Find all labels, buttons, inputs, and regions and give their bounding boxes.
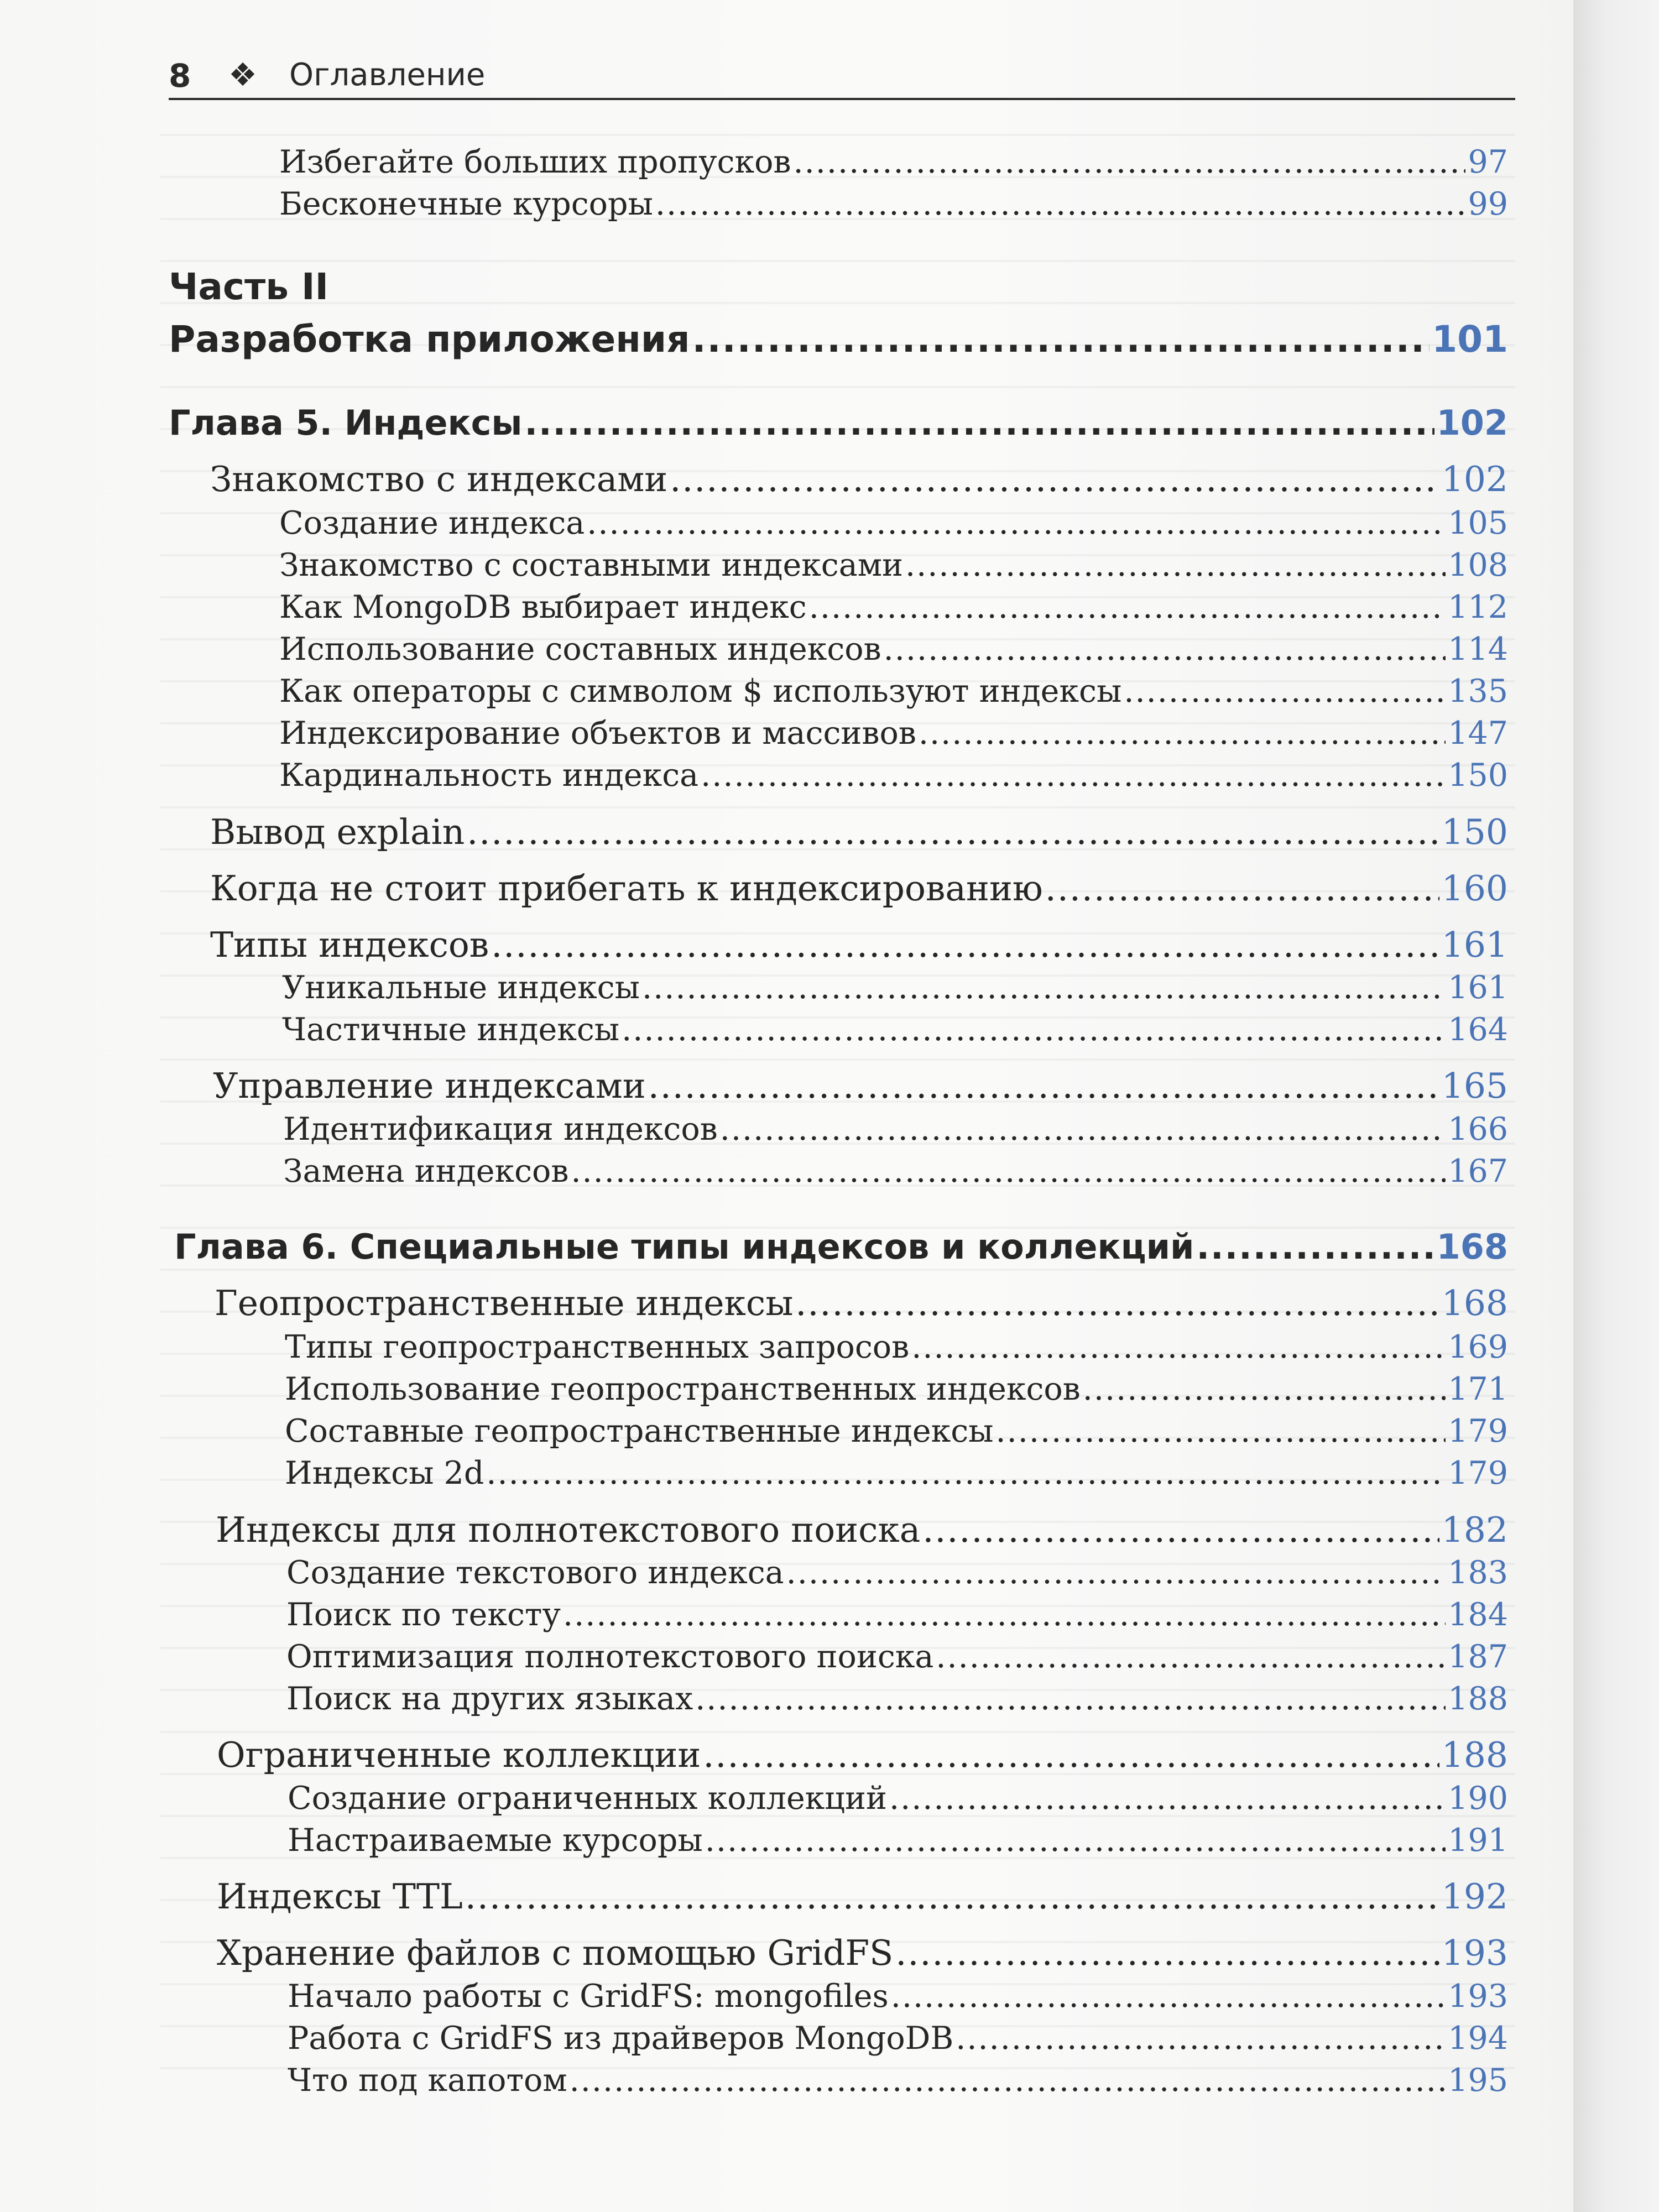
toc-entry bbox=[216, 1510, 1508, 1550]
toc-entry bbox=[279, 673, 1508, 709]
toc-entry-title: Индексы для полнотекстового поиска bbox=[216, 1510, 921, 1550]
toc-leader-dots bbox=[695, 1681, 1446, 1717]
toc-leader-dots bbox=[1083, 1371, 1446, 1407]
toc-entry-page: 184 bbox=[1448, 1597, 1508, 1633]
toc-chapter-entry bbox=[169, 403, 1508, 443]
toc-entry-page: 190 bbox=[1448, 1780, 1508, 1817]
toc-leader-dots bbox=[570, 2062, 1446, 2099]
toc-part-entry bbox=[169, 318, 1508, 361]
toc-entry-page: 182 bbox=[1441, 1510, 1508, 1550]
toc-entry-page: 114 bbox=[1448, 631, 1508, 667]
toc-entry-title: Как операторы с символом $ используют индексы bbox=[279, 673, 1122, 709]
toc-leader-dots bbox=[1196, 1227, 1434, 1267]
toc-entry bbox=[279, 505, 1508, 541]
toc-entry bbox=[210, 925, 1508, 965]
toc-entry-title: Глава 5. Индексы bbox=[169, 403, 523, 443]
toc-entry bbox=[279, 715, 1508, 752]
toc-entry bbox=[286, 1681, 1508, 1717]
toc-leader-dots bbox=[956, 2020, 1446, 2057]
toc-entry-page: 150 bbox=[1441, 812, 1508, 852]
toc-entry-page: 164 bbox=[1448, 1011, 1508, 1048]
toc-leader-dots bbox=[905, 547, 1446, 583]
toc-entry-title: Оптимизация полнотекстового поиска bbox=[286, 1639, 934, 1675]
toc-entry-title: Частичные индексы bbox=[282, 1011, 620, 1048]
toc-entry-title: Когда не стоит прибегать к индексированию bbox=[210, 868, 1043, 909]
toc-entry bbox=[283, 1153, 1508, 1190]
toc-leader-dots bbox=[922, 1510, 1439, 1550]
toc-entry bbox=[217, 1876, 1508, 1917]
toc-entry bbox=[279, 631, 1508, 667]
toc-entry bbox=[288, 2020, 1508, 2057]
toc-leader-dots bbox=[571, 1153, 1446, 1190]
toc-entry bbox=[285, 1329, 1508, 1365]
toc-leader-dots bbox=[793, 144, 1465, 180]
toc-leader-dots bbox=[795, 1283, 1439, 1323]
toc-leader-dots bbox=[642, 969, 1446, 1006]
toc-entry-page: 135 bbox=[1448, 673, 1508, 709]
toc-entry-title: Поиск по тексту bbox=[286, 1597, 561, 1633]
part-label: Часть II bbox=[169, 265, 329, 308]
toc-entry-page: 97 bbox=[1468, 144, 1508, 180]
toc-entry bbox=[282, 969, 1508, 1006]
toc-entry-title: Типы индексов bbox=[210, 925, 489, 965]
toc-entry-title: Использование геопространственных индексов bbox=[285, 1371, 1081, 1407]
toc-leader-dots bbox=[703, 1735, 1439, 1775]
toc-entry bbox=[283, 1111, 1508, 1147]
toc-entry bbox=[286, 1639, 1508, 1675]
toc-entry-page: 188 bbox=[1441, 1735, 1508, 1775]
toc-entry-page: 160 bbox=[1441, 868, 1508, 909]
toc-entry bbox=[286, 1597, 1508, 1633]
toc-leader-dots bbox=[1045, 868, 1439, 909]
toc-leader-dots bbox=[919, 715, 1446, 752]
toc-entry bbox=[210, 868, 1508, 909]
toc-entry-title: Составные геопространственные индексы bbox=[285, 1413, 994, 1449]
toc-entry bbox=[288, 1978, 1508, 2015]
toc-entry-page: 150 bbox=[1448, 757, 1508, 794]
toc-entry-title: Создание индекса bbox=[279, 505, 585, 541]
toc-entry-page: 102 bbox=[1441, 459, 1508, 499]
toc-leader-dots bbox=[648, 1066, 1439, 1106]
toc-leader-dots bbox=[587, 505, 1446, 541]
toc-entry-title: Использование составных индексов bbox=[279, 631, 881, 667]
toc-leader-dots bbox=[692, 318, 1430, 361]
toc-entry-page: 168 bbox=[1441, 1283, 1508, 1323]
running-head-title: Оглавление bbox=[289, 57, 486, 93]
toc-entry bbox=[279, 589, 1508, 625]
toc-entry bbox=[279, 144, 1508, 180]
toc-leader-dots bbox=[655, 186, 1466, 222]
toc-entry-page: 169 bbox=[1448, 1329, 1508, 1365]
toc-leader-dots bbox=[622, 1011, 1446, 1048]
toc-entry-title: Вывод explain bbox=[210, 812, 465, 852]
toc-leader-dots bbox=[809, 589, 1446, 625]
toc-entry-title: Хранение файлов с помощью GridFS bbox=[217, 1933, 894, 1973]
toc-leader-dots bbox=[465, 1876, 1439, 1917]
toc-entry-title: Индексы 2d bbox=[285, 1455, 484, 1491]
toc-entry-page: 193 bbox=[1448, 1978, 1508, 2015]
toc-leader-dots bbox=[491, 925, 1439, 965]
toc-entry-page: 147 bbox=[1448, 715, 1508, 752]
toc-chapter-entry bbox=[174, 1227, 1508, 1267]
toc-entry-page: 193 bbox=[1441, 1933, 1508, 1973]
toc-entry-title: Индексирование объектов и массивов bbox=[279, 715, 916, 752]
toc-entry bbox=[210, 812, 1508, 852]
toc-entry-title: Бесконечные курсоры bbox=[279, 186, 653, 222]
toc-entry-title: Поиск на других языках bbox=[286, 1681, 693, 1717]
page-edge-shadow bbox=[1573, 0, 1659, 2212]
toc-entry-title: Избегайте больших пропусков bbox=[279, 144, 791, 180]
toc-entry-title: Создание текстового индекса bbox=[286, 1554, 784, 1591]
toc-entry-title: Начало работы с GridFS: mongofiles bbox=[288, 1978, 889, 2015]
part-title: Разработка приложения bbox=[169, 318, 690, 361]
toc-entry bbox=[217, 1735, 1508, 1775]
toc-entry-page: 188 bbox=[1448, 1681, 1508, 1717]
toc-entry-page: 105 bbox=[1448, 505, 1508, 541]
toc-entry-title: Что под капотом bbox=[288, 2062, 567, 2099]
toc-leader-dots bbox=[911, 1329, 1446, 1365]
toc-entry-page: 165 bbox=[1441, 1066, 1508, 1106]
toc-entry bbox=[286, 1554, 1508, 1591]
toc-entry-page: 187 bbox=[1448, 1639, 1508, 1675]
toc-entry-page: 168 bbox=[1436, 1227, 1508, 1267]
toc-entry-title: Знакомство с индексами bbox=[210, 459, 668, 499]
toc-leader-dots bbox=[1124, 673, 1446, 709]
toc-entry-page: 179 bbox=[1448, 1413, 1508, 1449]
toc-entry-title: Замена индексов bbox=[283, 1153, 569, 1190]
toc-entry bbox=[288, 2062, 1508, 2099]
toc-entry bbox=[279, 186, 1508, 222]
toc-entry-title: Уникальные индексы bbox=[282, 969, 640, 1006]
toc-leader-dots bbox=[563, 1597, 1446, 1633]
toc-entry bbox=[285, 1413, 1508, 1449]
toc-entry-page: 161 bbox=[1441, 925, 1508, 965]
toc-entry-page: 171 bbox=[1448, 1371, 1508, 1407]
toc-entry bbox=[210, 459, 1508, 499]
toc-leader-dots bbox=[895, 1933, 1439, 1973]
ornament-icon: ❖ bbox=[228, 56, 257, 93]
toc-entry-page: 179 bbox=[1448, 1455, 1508, 1491]
toc-entry bbox=[285, 1455, 1508, 1491]
toc-entry-page: 195 bbox=[1448, 2062, 1508, 2099]
toc-entry-page: 101 bbox=[1432, 318, 1508, 361]
toc-entry-page: 183 bbox=[1448, 1554, 1508, 1591]
toc-entry-title: Индексы TTL bbox=[217, 1876, 463, 1917]
toc-entry-page: 102 bbox=[1436, 403, 1508, 443]
toc-entry-title: Настраиваемые курсоры bbox=[288, 1822, 703, 1859]
toc-entry-title: Кардинальность индекса bbox=[279, 757, 699, 794]
toc-leader-dots bbox=[786, 1554, 1446, 1591]
toc-entry bbox=[215, 1283, 1508, 1323]
toc-leader-dots bbox=[889, 1780, 1446, 1817]
toc-leader-dots bbox=[701, 757, 1446, 794]
toc-entry bbox=[288, 1822, 1508, 1859]
toc-entry-page: 99 bbox=[1468, 186, 1508, 222]
toc-entry-title: Идентификация индексов bbox=[283, 1111, 718, 1147]
toc-entry-title: Знакомство с составными индексами bbox=[279, 547, 904, 583]
toc-entry-page: 166 bbox=[1448, 1111, 1508, 1147]
toc-entry-title: Работа с GridFS из драйверов MongoDB bbox=[288, 2020, 954, 2057]
toc-entry-page: 191 bbox=[1448, 1822, 1508, 1859]
toc-entry bbox=[213, 1066, 1508, 1106]
page-number: 8 bbox=[169, 57, 191, 95]
toc-leader-dots bbox=[891, 1978, 1446, 2015]
toc-entry-title: Как MongoDB выбирает индекс bbox=[279, 589, 807, 625]
toc-entry-page: 192 bbox=[1441, 1876, 1508, 1917]
toc-leader-dots bbox=[670, 459, 1439, 499]
toc-entry-title: Управление индексами bbox=[213, 1066, 646, 1106]
toc-entry-title: Создание ограниченных коллекций bbox=[288, 1780, 887, 1817]
toc-leader-dots bbox=[996, 1413, 1446, 1449]
toc-entry-page: 161 bbox=[1448, 969, 1508, 1006]
toc-leader-dots bbox=[720, 1111, 1446, 1147]
toc-leader-dots bbox=[524, 403, 1434, 443]
toc-leader-dots bbox=[884, 631, 1446, 667]
toc-entry bbox=[279, 757, 1508, 794]
toc-leader-dots bbox=[486, 1455, 1446, 1491]
toc-entry-page: 167 bbox=[1448, 1153, 1508, 1190]
toc-entry bbox=[279, 547, 1508, 583]
toc-entry bbox=[217, 1933, 1508, 1973]
toc-entry bbox=[282, 1011, 1508, 1048]
toc-entry-title: Геопространственные индексы bbox=[215, 1283, 794, 1323]
toc-leader-dots bbox=[467, 812, 1439, 852]
toc-entry-title: Ограниченные коллекции bbox=[217, 1735, 701, 1775]
toc-leader-dots bbox=[705, 1822, 1446, 1859]
toc-entry-title: Типы геопространственных запросов bbox=[285, 1329, 910, 1365]
toc-entry bbox=[288, 1780, 1508, 1817]
toc-entry-page: 112 bbox=[1448, 589, 1508, 625]
toc-entry bbox=[285, 1371, 1508, 1407]
toc-leader-dots bbox=[936, 1639, 1446, 1675]
toc-entry-title: Глава 6. Специальные типы индексов и коллекций bbox=[174, 1227, 1194, 1267]
toc-entry-page: 108 bbox=[1448, 547, 1508, 583]
toc-entry-page: 194 bbox=[1448, 2020, 1508, 2057]
